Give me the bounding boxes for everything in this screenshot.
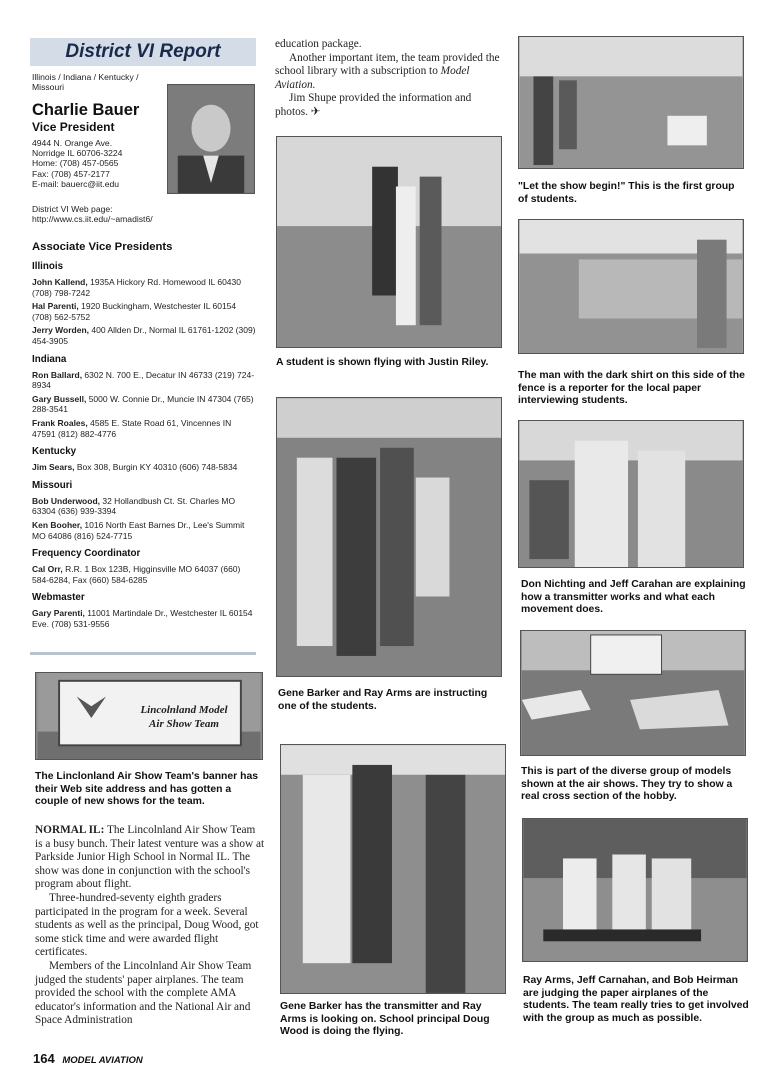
show-begin-caption: "Let the show begin!" This is the first group of students. xyxy=(518,181,735,205)
avp-entry: Ken Booher, 1016 North East Barnes Dr., Lee's Summit MO 64086 (816) 524-7715 xyxy=(32,519,245,541)
judging-photo xyxy=(522,818,748,962)
vp-name: Charlie Bauer xyxy=(32,101,140,119)
article-paragraph: Three-hundred-seventy eighth graders participated in the program for a week. Several students as well as the principal, Doug Wood, got some stick time and were awarded flight certificates. xyxy=(35,891,259,959)
article-paragraph: education package. xyxy=(275,38,362,50)
avp-entry: Frank Roales, 4585 E. State Road 61, Vincennes IN 47591 (812) 882-4776 xyxy=(32,417,232,439)
end-mark-icon: ✈ xyxy=(310,105,321,118)
article-paragraph: Members of the Lincolnland Air Show Team judged the students' paper airplanes. The team provided the school with the complete AMA educator's information and the National Air and Space Administration xyxy=(35,959,252,1027)
article-paragraph: The Lincolnland Air Show Team is a busy bunch. Their latest venture was a show at Parkside Junior High School in Normal IL. The show was done in conjunction with the school's program about flight. xyxy=(35,824,265,891)
states-list: Illinois / Indiana / Kentucky / Missouri xyxy=(32,72,139,93)
divider xyxy=(30,652,256,655)
section-heading: Illinois xyxy=(32,261,64,272)
reporter-caption: The man with the dark shirt on this side of the fence is a reporter for the local paper interviewing students. xyxy=(518,370,745,406)
avp-list xyxy=(32,260,256,629)
avp-entry: Hal Parenti, 1920 Buckingham, Westchester IL 60154 (708) 562-5752 xyxy=(32,301,237,322)
avp-entry: Gary Bussell, 5000 W. Connie Dr., Muncie IN 47304 (765) 288-3541 xyxy=(32,393,254,415)
vp-title: Vice President xyxy=(32,120,115,134)
section-heading: Kentucky xyxy=(32,446,77,458)
dateline: NORMAL IL: xyxy=(35,824,105,836)
reporter-photo xyxy=(518,219,744,354)
avp-entry: Jerry Worden, 400 Allden Dr., Normal IL 61761-1202 (309) 454-3905 xyxy=(32,325,256,346)
avp-entry: Ron Ballard, 6302 N. 700 E., Decatur IN 46733 (219) 724-8934 xyxy=(32,369,255,391)
models-photo xyxy=(520,630,746,756)
models-caption: This is part of the diverse group of models shown at the air shows. They try to show a real cross section of the hobby. xyxy=(521,766,733,802)
vp-portrait-photo xyxy=(167,84,255,194)
article-col2 xyxy=(275,38,505,120)
section-heading: Frequency Coordinator xyxy=(32,548,141,560)
vp-line: Home: (708) 457-0565 xyxy=(32,158,119,169)
gene-doug-caption: Gene Barker has the transmitter and Ray Arms is looking on. School principal Doug Wood is doing the flying. xyxy=(280,1001,490,1037)
avp-entry: Gary Parenti, 11001 Martindale Dr., Westchester IL 60154 Eve. (708) 531-9556 xyxy=(32,608,253,629)
banner-photo xyxy=(35,672,263,760)
web-url: http://www.cs.iit.edu/~amadist6/ xyxy=(32,214,153,225)
report-title: District VI Report xyxy=(30,38,256,66)
student-flying-photo xyxy=(276,136,502,348)
judging-caption: Ray Arms, Jeff Carnahan, and Bob Heirman are judging the paper airplanes of the students. The team really tries to get involved with the group as much as possible. xyxy=(523,975,749,1024)
section-heading: Indiana xyxy=(32,353,67,365)
vp-line: E-mail: bauerc@iit.edu xyxy=(32,178,120,189)
avp-entry: Bob Underwood, 32 Hollandbush Ct. St. Charles MO 63304 (636) 939-3394 xyxy=(32,495,236,517)
avp-entry: John Kallend, 1935A Hickory Rd. Homewood IL 60430 (708) 798-7242 xyxy=(32,277,241,298)
gene-doug-photo xyxy=(280,744,506,994)
avp-heading: Associate Vice Presidents xyxy=(32,241,173,253)
page-number: 164 xyxy=(33,1051,55,1066)
banner-line: Lincolnland Model xyxy=(140,704,228,716)
section-heading: Missouri xyxy=(32,479,73,491)
avp-entry: Jim Sears, Box 308, Burgin KY 40310 (606) 748-5834 xyxy=(32,462,238,473)
avp-entry: Cal Orr, R.R. 1 Box 123B, Higginsville MO 64037 (660) 584-6284, Fax (660) 584-6285 xyxy=(32,564,241,585)
vp-line: 4944 N. Orange Ave. xyxy=(32,138,113,148)
article-paragraph: Jim Shupe provided the information and photos. xyxy=(275,92,472,118)
article-paragraph: Another important item, the team provided the school library with a subscription to xyxy=(275,51,500,78)
student-caption: A student is shown flying with Justin Riley. xyxy=(276,357,489,368)
vp-line: Norridge IL 60706-3224 xyxy=(32,148,123,159)
gene-ray-photo xyxy=(276,397,502,677)
banner-caption: The Linclonland Air Show Team's banner has their Web site address and has gotten a couple of new shows for the team. xyxy=(35,771,259,807)
show-begin-photo xyxy=(518,36,744,169)
vp-line: Fax: (708) 457-2177 xyxy=(32,168,110,179)
magazine-name: Model Aviation. xyxy=(275,65,470,91)
gene-ray-caption: Gene Barker and Ray Arms are instructing one of the students. xyxy=(278,688,488,712)
web-label: District VI Web page: xyxy=(32,204,113,214)
section-heading: Webmaster xyxy=(32,592,85,604)
don-jeff-photo xyxy=(518,420,744,568)
don-jeff-caption: Don Nichting and Jeff Carahan are explaining how a transmitter works and what each movement does. xyxy=(521,579,746,615)
article-col1 xyxy=(35,824,265,1028)
magazine-footer: MODEL AVIATION xyxy=(62,1055,143,1066)
vp-address xyxy=(32,138,166,189)
banner-line: Air Show Team xyxy=(149,718,219,730)
